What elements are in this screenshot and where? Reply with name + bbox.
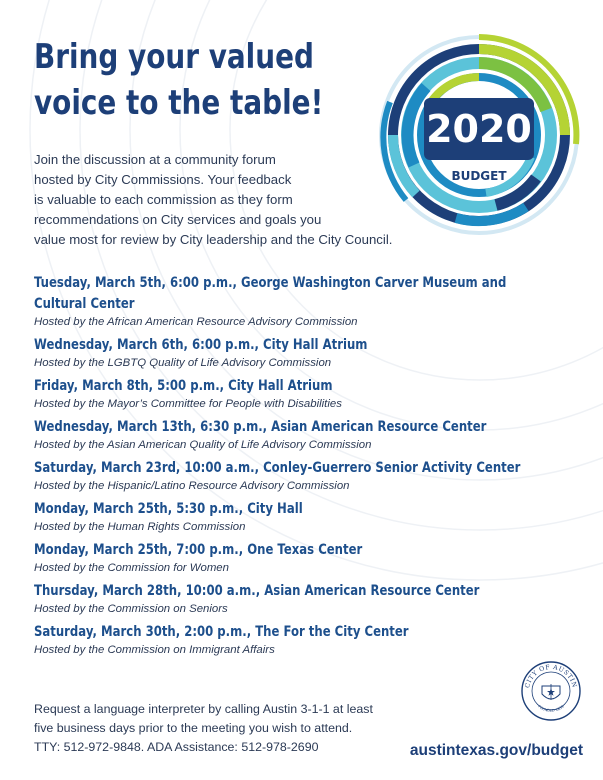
interpreter-note (34, 700, 373, 757)
event-host: Hosted by the Asian American Quality of Life Advisory Commission (34, 439, 372, 451)
event-item (34, 498, 594, 535)
event-title: Monday, March 25th, 5:30 p.m., City Hall (34, 500, 303, 517)
event-title: Wednesday, March 13th, 6:30 p.m., Asian American Resource Center (34, 418, 487, 435)
event-host: Hosted by the African American Resource Advisory Commission (34, 316, 358, 328)
footer-line: five business days prior to the meeting you wish to attend. (34, 721, 353, 735)
event-title: Friday, March 8th, 5:00 p.m., City Hall Atrium (34, 377, 333, 394)
event-title: Wednesday, March 6th, 6:00 p.m., City Hall Atrium (34, 336, 368, 353)
intro-line: is valuable to each commission as they form (34, 192, 293, 207)
headline (34, 34, 323, 126)
event-host: Hosted by the Mayor’s Committee for People with Disabilities (34, 398, 342, 410)
event-item (34, 334, 594, 371)
intro-line: hosted by City Commissions. Your feedback (34, 172, 292, 187)
intro-line: recommendations on City services and goals you (34, 212, 322, 227)
event-item (34, 580, 594, 617)
event-host: Hosted by the LGBTQ Quality of Life Advisory Commission (34, 357, 332, 369)
seal-founded: FOUNDED 1839 (537, 704, 565, 713)
event-title: Saturday, March 30th, 2:00 p.m., The For the City Center (34, 623, 409, 640)
seal-text: CITY OF AUSTIN (524, 663, 578, 689)
intro-line: value most for review by City leadership and the City Council. (34, 232, 393, 247)
event-title: Cultural Center (34, 295, 135, 312)
event-title: Thursday, March 28th, 10:00 a.m., Asian American Resource Center (34, 582, 480, 599)
event-host: Hosted by the Commission for Women (34, 562, 229, 574)
intro-line: Join the discussion at a community forum (34, 152, 276, 167)
event-host: Hosted by the Commission on Seniors (34, 603, 228, 615)
headline-line-2: voice to the table! (34, 83, 324, 123)
headline-line-1: Bring your valued (34, 37, 314, 77)
website-link[interactable]: austintexas.gov/budget (409, 742, 583, 759)
logo-year: 2020 (426, 107, 532, 151)
event-title: Tuesday, March 5th, 6:00 p.m., George Washington Carver Museum and (34, 274, 507, 291)
event-host: Hosted by the Hispanic/Latino Resource Advisory Commission (34, 480, 350, 492)
intro-paragraph (34, 150, 474, 250)
event-list (34, 272, 594, 662)
event-item (34, 539, 594, 576)
footer-line: Request a language interpreter by calling Austin 3-1-1 at least (34, 702, 373, 716)
event-title: Saturday, March 23rd, 10:00 a.m., Conley-Guerrero Senior Activity Center (34, 459, 521, 476)
logo-label: BUDGET (451, 169, 507, 183)
event-item (34, 416, 594, 453)
event-item (34, 621, 594, 658)
event-title: Monday, March 25th, 7:00 p.m., One Texas Center (34, 541, 363, 558)
event-host: Hosted by the Human Rights Commission (34, 521, 246, 533)
event-item (34, 457, 594, 494)
event-host: Hosted by the Commission on Immigrant Affairs (34, 644, 275, 656)
event-item (34, 272, 594, 330)
footer-line: TTY: 512-972-9848. ADA Assistance: 512-978-2690 (34, 740, 319, 754)
event-item (34, 375, 594, 412)
city-seal-icon (520, 660, 582, 722)
